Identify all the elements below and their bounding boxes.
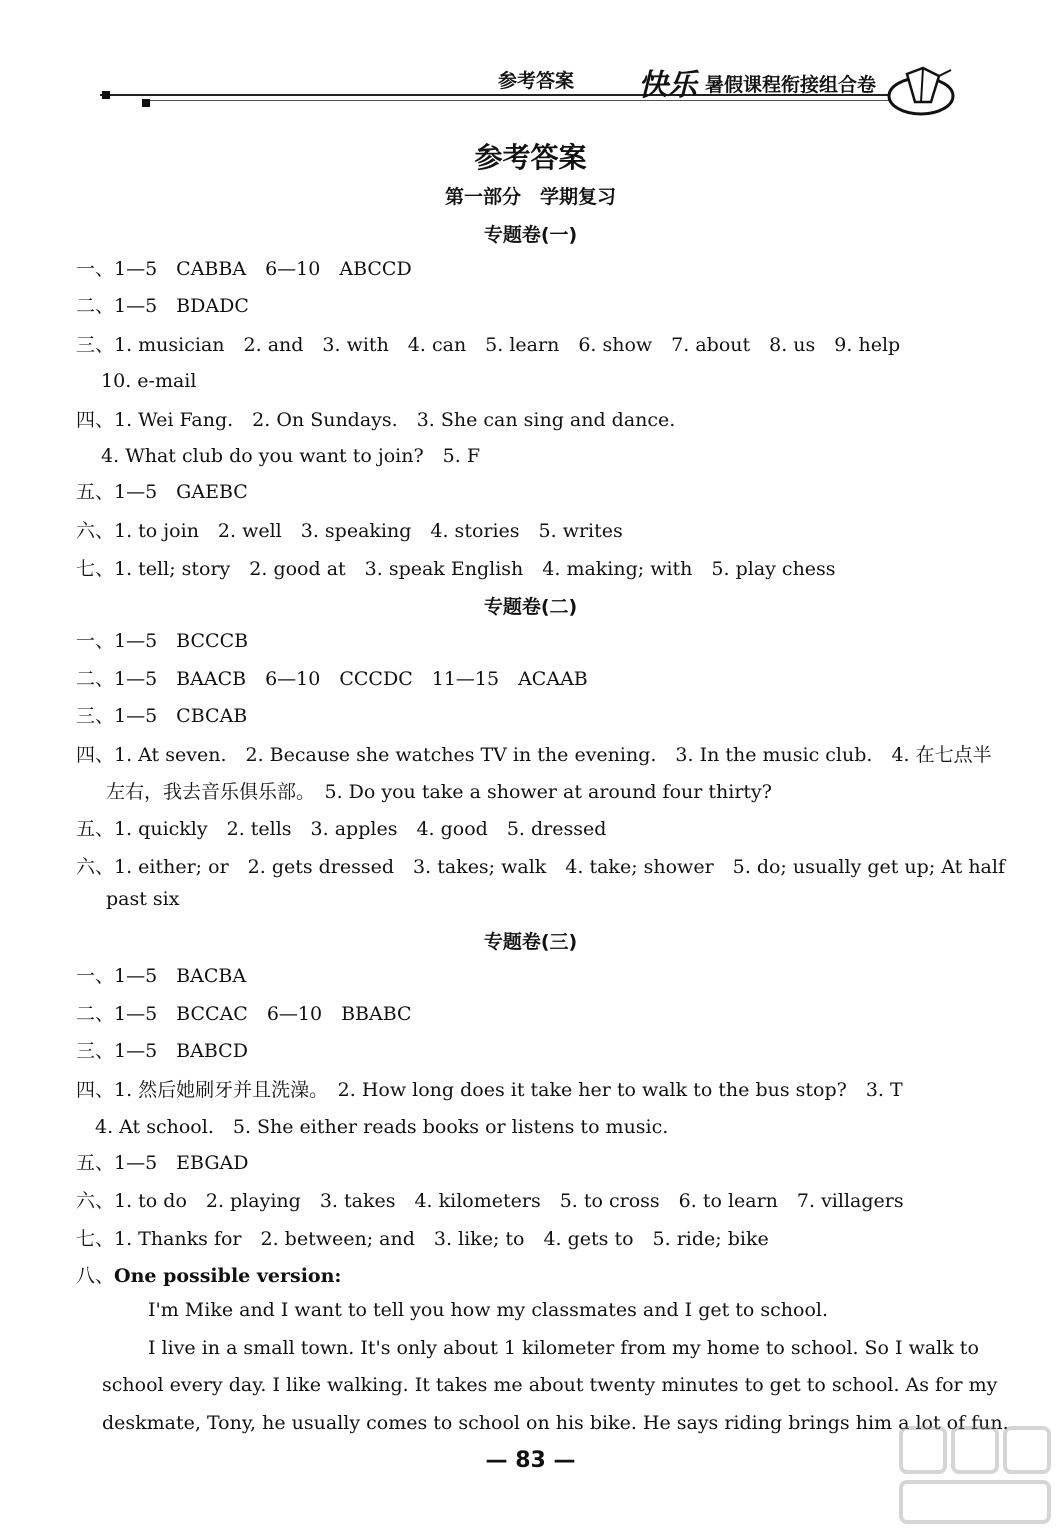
page-title: 参考答案 bbox=[474, 141, 587, 174]
watermark-logo-icon bbox=[895, 1420, 1055, 1532]
answer-line: 一、1—5 BCCCB bbox=[76, 630, 249, 652]
answer-line: 五、1. quickly 2. tells 3. apples 4. good 5. dressed bbox=[76, 818, 607, 840]
answer-line: 五、1—5 GAEBC bbox=[76, 481, 248, 503]
header-label: 参考答案 bbox=[498, 70, 575, 92]
answer-line: 4. At school. 5. She either reads books or listens to music. bbox=[76, 1116, 669, 1138]
answer-line: 三、1. musician 2. and 3. with 4. can 5. learn 6. show 7. about 8. us 9. help bbox=[76, 334, 901, 356]
essay-line: deskmate, Tony, he usually comes to school on his bike. He says riding brings him a lot of fun. bbox=[102, 1412, 1009, 1434]
answer-line: 二、1—5 BAACB 6—10 CCCDC 11—15 ACAAB bbox=[76, 668, 588, 690]
answer-line: 五、1—5 EBGAD bbox=[76, 1152, 249, 1174]
answer-line: 10. e-mail bbox=[76, 370, 197, 392]
answer-line: 四、1. 然后她刷牙并且洗澡。 2. How long does it take her to walk to the bus stop? 3. T bbox=[76, 1079, 903, 1101]
answer-line: past six bbox=[106, 888, 180, 910]
answer-line: 三、1—5 BABCD bbox=[76, 1040, 248, 1062]
answer-line: 4. What club do you want to join? 5. F bbox=[76, 445, 481, 467]
answer-line: 四、1. Wei Fang. 2. On Sundays. 3. She can sing and dance. bbox=[76, 409, 676, 431]
brand-title: 快乐 bbox=[638, 68, 696, 103]
answer-line: 六、1. to do 2. playing 3. takes 4. kilometers 5. to cross 6. to learn 7. villagers bbox=[76, 1190, 904, 1212]
answer-line: 一、1—5 BACBA bbox=[76, 965, 247, 987]
book-logo-icon bbox=[885, 62, 957, 118]
answer-line: 一、1—5 CABBA 6—10 ABCCD bbox=[76, 258, 412, 280]
part-heading: 第一部分 学期复习 bbox=[444, 186, 616, 208]
answer-line: 六、1. to join 2. well 3. speaking 4. stories 5. writes bbox=[76, 520, 623, 542]
header-square-marker bbox=[102, 91, 110, 99]
essay-line: I live in a small town. It's only about 1 kilometer from my home to school. So I walk to bbox=[148, 1337, 979, 1359]
answer-line: 七、1. tell; story 2. good at 3. speak English 4. making; with 5. play chess bbox=[76, 558, 836, 580]
answer-line: 七、1. Thanks for 2. between; and 3. like; to 4. gets to 5. ride; bike bbox=[76, 1228, 769, 1250]
series-subtitle: 暑假课程衔接组合卷 bbox=[705, 74, 877, 96]
page-number: — 83 — bbox=[485, 1448, 576, 1473]
section-heading: 专题卷(一) bbox=[483, 224, 578, 246]
essay-line: I'm Mike and I want to tell you how my classmates and I get to school. bbox=[148, 1299, 829, 1321]
section-heading: 专题卷(三) bbox=[483, 931, 578, 953]
answer-line: 六、1. either; or 2. gets dressed 3. takes; walk 4. take; shower 5. do; usually get up; At half bbox=[76, 856, 1005, 878]
answer-line: 三、1—5 CBCAB bbox=[76, 705, 248, 727]
section-heading: 专题卷(二) bbox=[483, 596, 578, 618]
answer-line: 二、1—5 BCCAC 6—10 BBABC bbox=[76, 1003, 412, 1025]
answer-line: 四、1. At seven. 2. Because she watches TV in the evening. 3. In the music club. 4. 在七点半 bbox=[76, 744, 992, 766]
header-rule-thin bbox=[145, 100, 890, 101]
answer-line: 左右，我去音乐俱乐部。 5. Do you take a shower at around four thirty? bbox=[106, 781, 772, 803]
essay-label: 八、One possible version: bbox=[76, 1265, 342, 1287]
essay-line: school every day. I like walking. It takes me about twenty minutes to get to school. As for my bbox=[102, 1374, 998, 1396]
answer-line: 二、1—5 BDADC bbox=[76, 295, 249, 317]
page-header bbox=[100, 60, 960, 120]
header-square-marker bbox=[142, 99, 150, 107]
